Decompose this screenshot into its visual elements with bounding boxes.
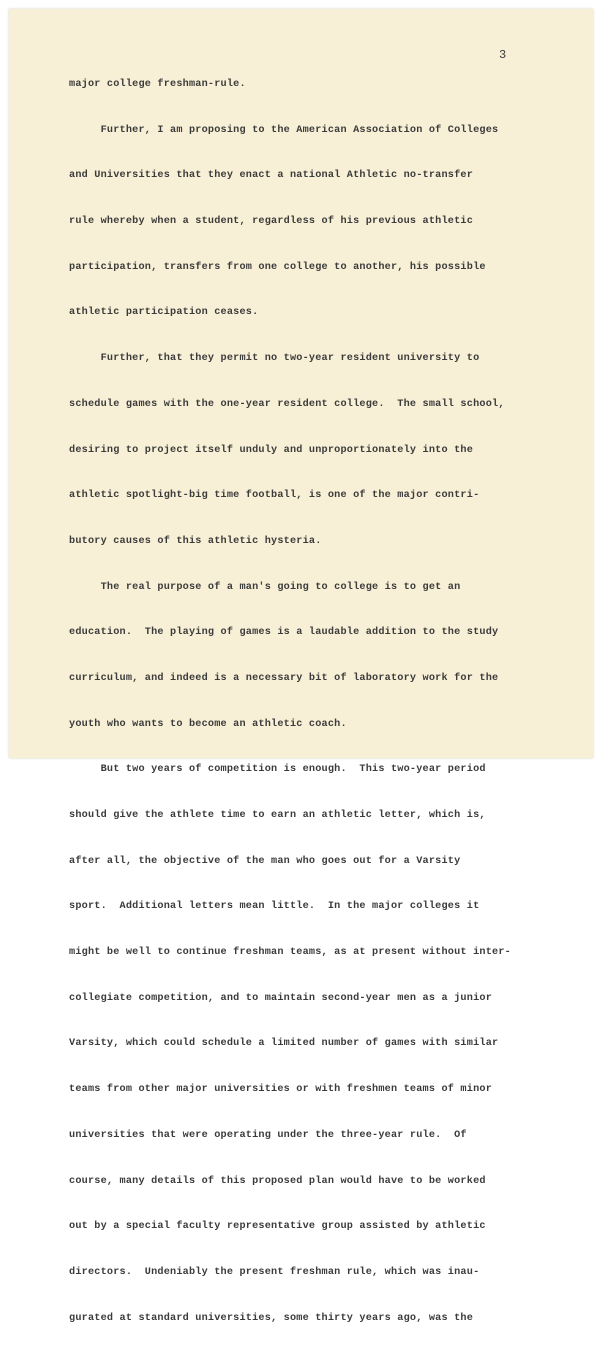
- page-number: 3: [499, 48, 507, 62]
- text-line: collegiate competition, and to maintain second-year men as a junior: [69, 992, 493, 1004]
- text-line: curriculum, and indeed is a necessary bit of laboratory work for the: [69, 672, 499, 684]
- text-line: sport. Additional letters mean little. In the major colleges it: [69, 901, 480, 913]
- text-line: The real purpose of a man's going to college is to get an: [69, 581, 461, 593]
- text-line: universities that were operating under the three-year rule. Of: [69, 1129, 467, 1141]
- text-line: education. The playing of games is a laudable addition to the study: [69, 627, 499, 639]
- text-line: athletic participation ceases.: [69, 307, 259, 319]
- text-line: should give the athlete time to earn an athletic letter, which is,: [69, 810, 486, 821]
- text-line: might be well to continue freshman teams, as at present without inter-: [69, 947, 511, 959]
- text-line: participation, transfers from one college to another, his possible: [69, 261, 486, 273]
- text-line: Further, that they permit no two-year resident university to: [69, 353, 480, 365]
- text-line: teams from other major universities or with freshmen teams of minor: [69, 1084, 493, 1096]
- text-line: gurated at standard universities, some thirty years ago, was the: [69, 1312, 474, 1324]
- text-line: and Universities that they enact a national Athletic no-transfer: [69, 170, 474, 182]
- text-line: Further, I am proposing to the American Association of Colleges: [69, 124, 499, 136]
- text-line: out by a special faculty representative group assisted by athletic: [69, 1221, 486, 1233]
- document-page: [9, 9, 593, 1324]
- text-line: directors. Undeniably the present freshman rule, which was inau-: [69, 1266, 480, 1278]
- text-line: butory causes of this athletic hysteria.: [69, 535, 322, 547]
- text-line: rule whereby when a student, regardless of his previous athletic: [69, 216, 474, 228]
- text-line: But two years of competition is enough. This two-year period: [69, 764, 486, 776]
- text-line: schedule games with the one-year resident college. The small school,: [69, 398, 505, 410]
- text-line: major college freshman-rule.: [69, 79, 246, 90]
- body-text: [69, 51, 569, 1352]
- text-line: after all, the objective of the man who goes out for a Varsity: [69, 855, 461, 867]
- text-line: youth who wants to become an athletic coach.: [69, 718, 347, 730]
- text-line: course, many details of this proposed plan would have to be worked: [69, 1175, 486, 1187]
- text-line: Varsity, which could schedule a limited number of games with similar: [69, 1038, 499, 1050]
- text-line: desiring to project itself unduly and unproportionately into the: [69, 444, 474, 456]
- text-line: athletic spotlight-big time football, is one of the major contri-: [69, 490, 480, 502]
